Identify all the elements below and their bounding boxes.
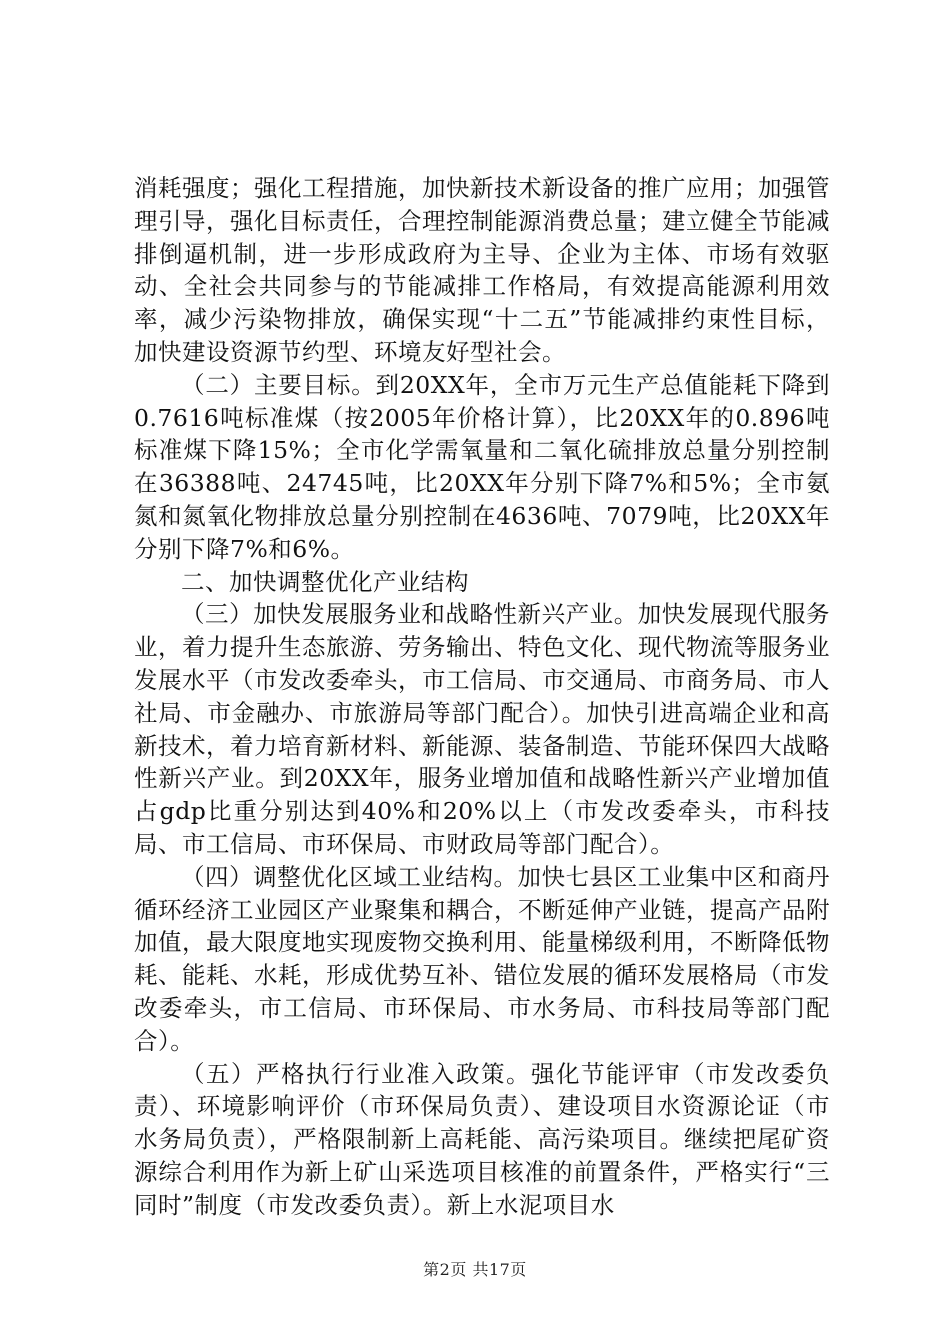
document-body	[134, 172, 830, 1222]
section-heading-industrial-structure: 二、加快调整优化产业结构	[181, 567, 469, 596]
paragraph-industry-access: （五）严格执行行业准入政策。强化节能评审（市发改委负责）、环境影响评价（市环保局负责）、建设项目水资源论证（市水务局负责），严格限制新上高耗能、高污染项目。继续把尾矿资源综合利用作为新上矿山采选项目核准的前置条件，严格实行“三同时”制度（市发改委负责）。新上水泥项目水	[134, 1059, 830, 1219]
paragraph-energy-intensity: 消耗强度；强化工程措施，加快新技术新设备的推广应用；加强管理引导，强化目标责任，合理控制能源消费总量；建立健全节能减排倒逼机制，进一步形成政府为主导、企业为主体、市场有效驱动、全社会共同参与的节能减排工作格局，有效提高能源利用效率，减少污染物排放，确保实现“十二五”节能减排约束性目标，加快建设资源节约型、环境友好型社会。	[134, 174, 830, 366]
page-footer: 第2页 共17页	[423, 1260, 527, 1279]
paragraph-regional-structure: （四）调整优化区域工业结构。加快七县区工业集中区和商丹循环经济工业园区产业聚集和耦合，不断延伸产业链，提高产品附加值，最大限度地实现废物交换利用、能量梯级利用，不断降低物耗、能耗、水耗，形成优势互补、错位发展的循环发展格局（市发改委牵头，市工信局、市环保局、市水务局、市科技局等部门配合）。	[134, 862, 830, 1055]
paragraph-service-industry: （三）加快发展服务业和战略性新兴产业。加快发展现代服务业，着力提升生态旅游、劳务输出、特色文化、现代物流等服务业发展水平（市发改委牵头，市工信局、市交通局、市商务局、市人社局、市金融办、市旅游局等部门配合）。加快引进高端企业和高新技术，着力培育新材料、新能源、装备制造、节能环保四大战略性新兴产业。到20XX年，服务业增加值和战略性新兴产业增加值占gdp比重分别达到40%和20%以上（市发改委牵头，市科技局、市工信局、市环保局、市财政局等部门配合）。	[134, 600, 830, 858]
paragraph-main-targets: （二）主要目标。到20XX年，全市万元生产总值能耗下降到0.7616吨标准煤（按2005年价格计算），比20XX年的0.896吨标准煤下降15%；全市化学需氧量和二氧化硫排放总量分别控制在36388吨、24745吨，比20XX年分别下降7%和5%；全市氨氮和氮氧化物排放总量分别控制在4636吨、7079吨，比20XX年分别下降7%和6%。	[134, 370, 830, 563]
